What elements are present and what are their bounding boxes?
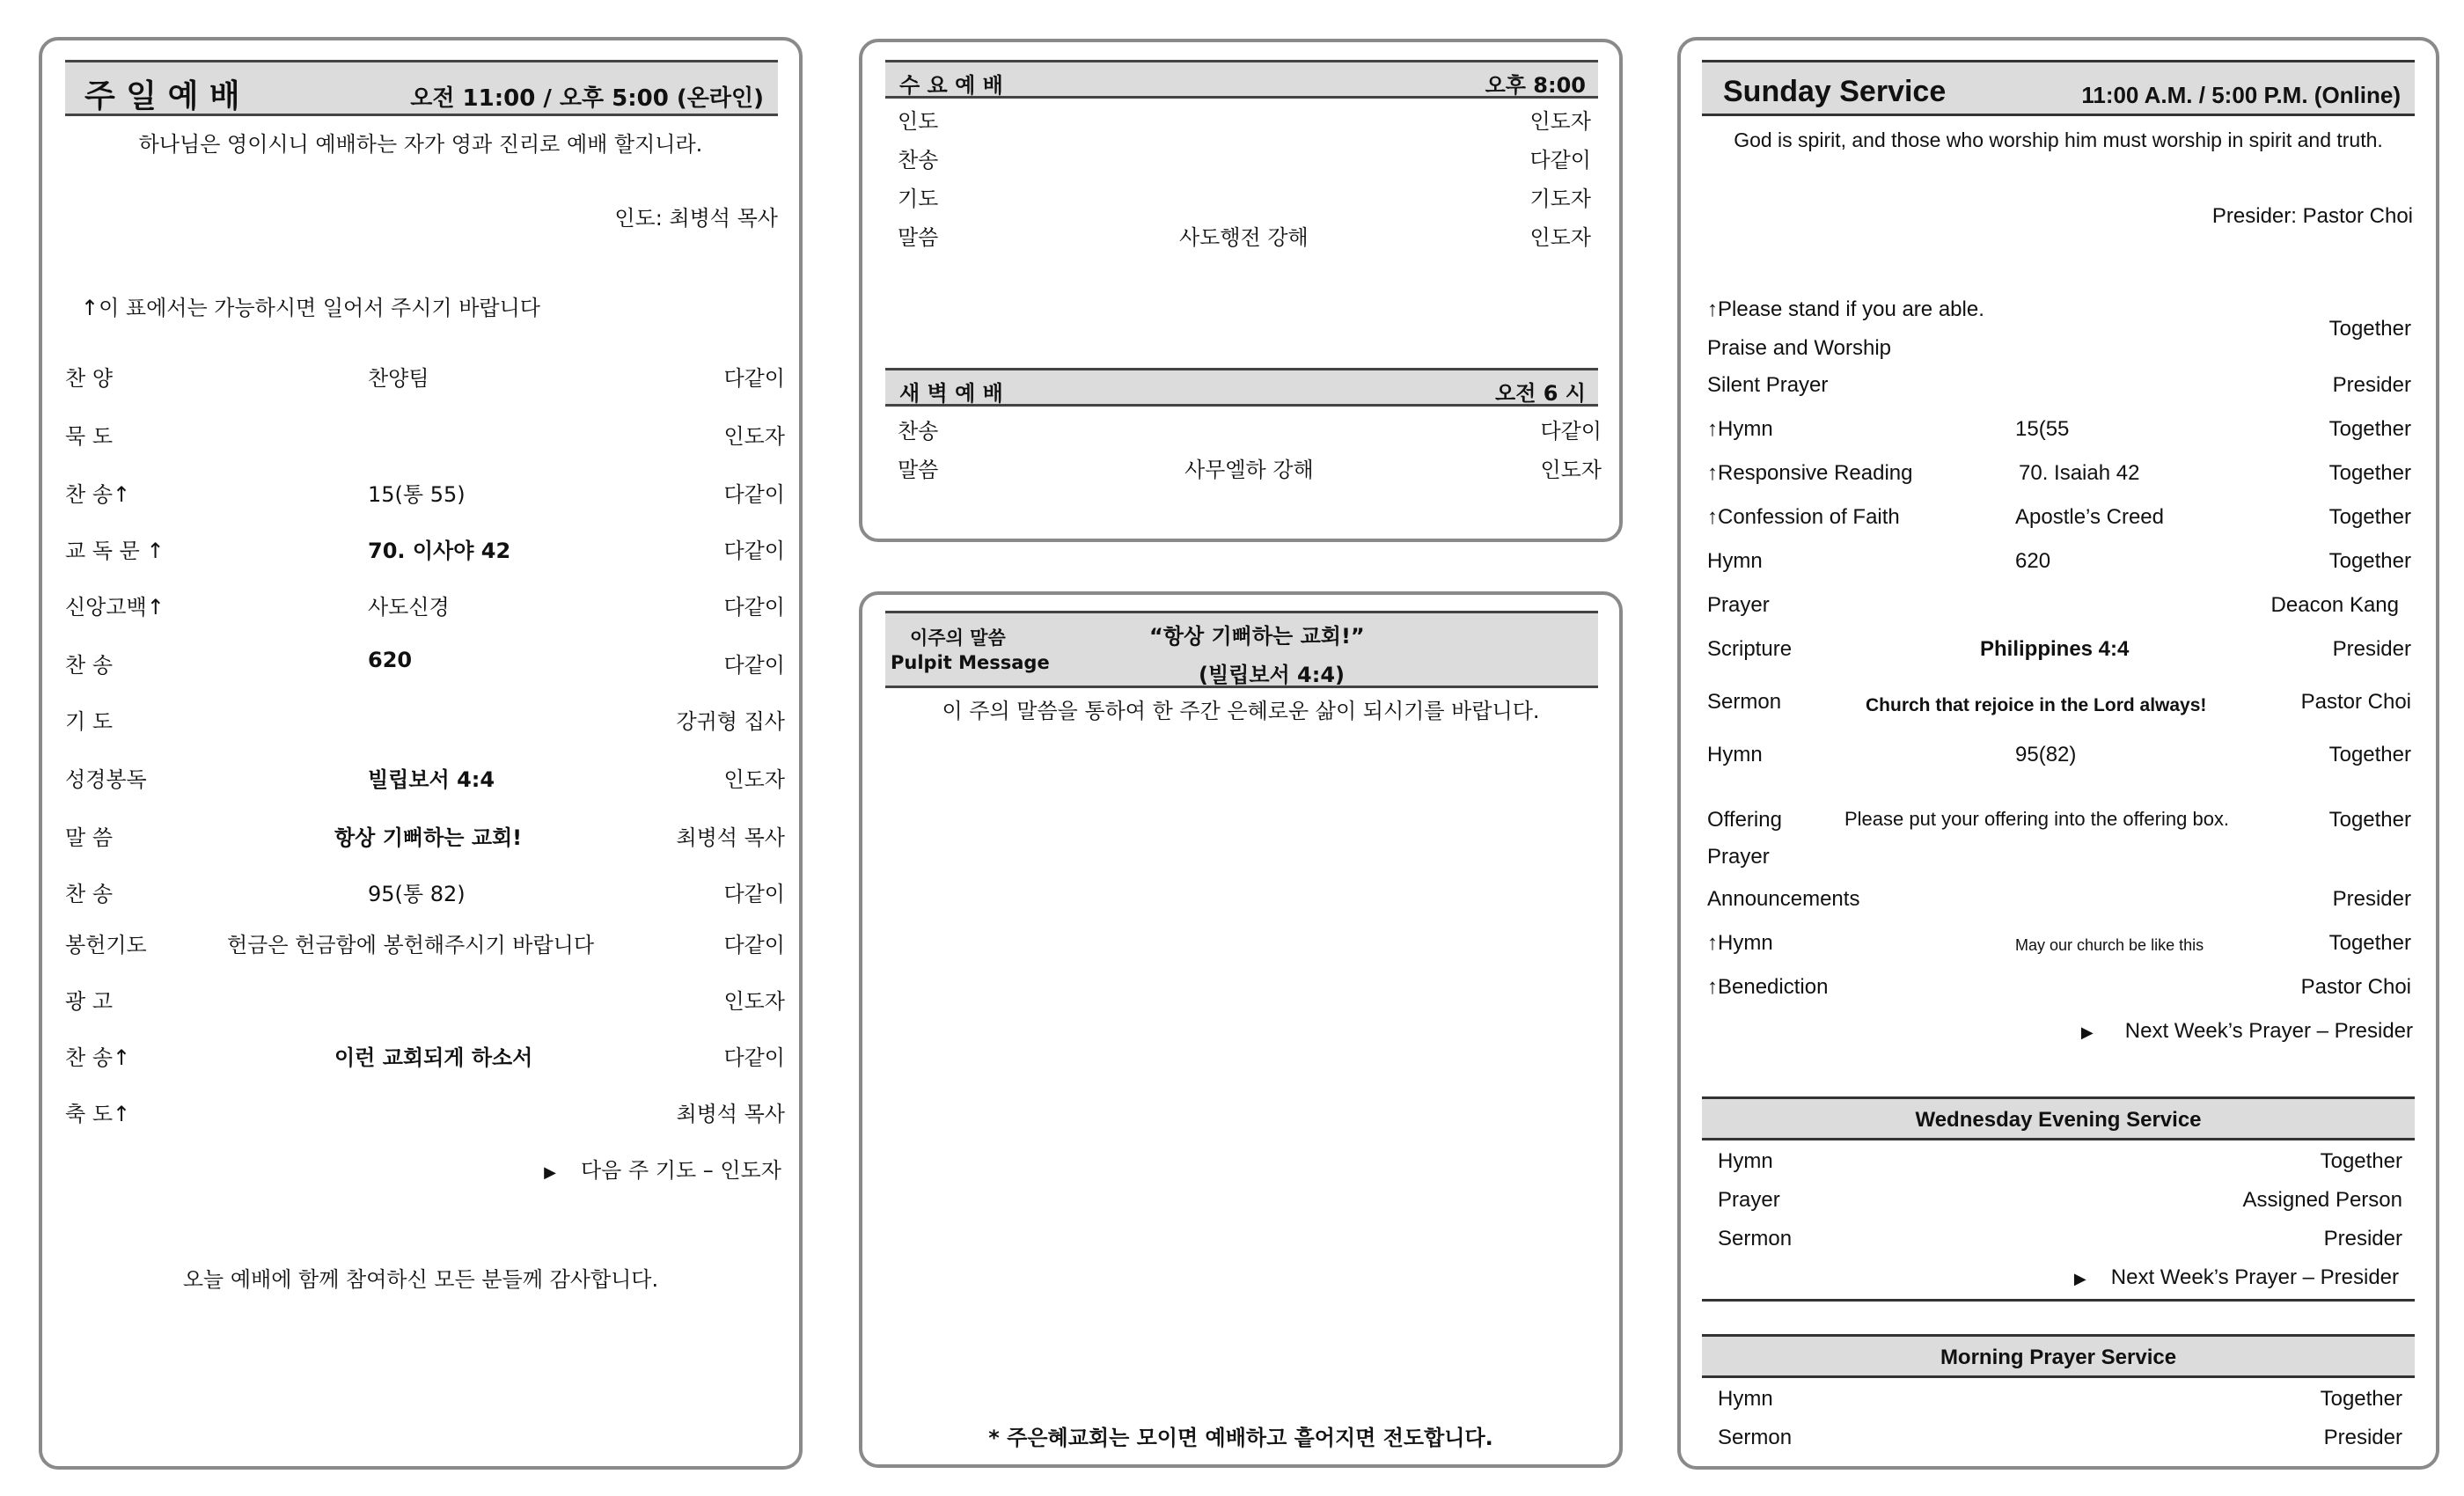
list-item: 기 도 강귀형 집사 — [65, 709, 785, 734]
dawn-kr-header — [885, 368, 1598, 407]
list-item: ↑Hymn May our church be like this Together — [1707, 931, 2411, 955]
wednesday-kr-title: 수 요 예 배 — [899, 73, 1003, 98]
divider — [1702, 1299, 2415, 1302]
wednesday-en-next-week: ▶ Next Week’s Prayer – Presider — [2073, 1265, 2399, 1289]
list-item: Hymn 95(82) Together — [1707, 743, 2411, 766]
list-item: Hymn Together — [1718, 1387, 2402, 1411]
thanks-note: 오늘 예배에 함께 참여하신 모든 분들께 감사합니다. — [182, 1267, 659, 1292]
english-stand-note: ↑Please stand if you are able. — [1707, 297, 1984, 321]
list-item: ↑Hymn 15(55 Together — [1707, 417, 2411, 441]
page-title: 주 일 예 배 — [84, 78, 240, 114]
list-item: Prayer Assigned Person — [1718, 1188, 2402, 1212]
pulpit-label-kr: 이주의 말씀 — [910, 627, 1006, 649]
list-item: Offering Please put your offering into the offering box. Together — [1707, 808, 2411, 832]
list-item: 봉헌기도 헌금은 헌금함에 봉헌해주시기 바랍니다 다같이 — [65, 933, 785, 957]
list-item: 찬 송↑ 15(통 55) 다같이 — [65, 482, 785, 507]
english-time: 11:00 A.M. / 5:00 P.M. (Online) — [2081, 82, 2401, 108]
list-item: 말씀 사도행전 강해 인도자 — [898, 225, 1591, 250]
pulpit-reference: (빌립보서 4:4) — [1199, 663, 1346, 687]
dawn-kr-title: 새 벽 예 배 — [899, 381, 1003, 406]
list-item: 인도 인도자 — [898, 109, 1591, 134]
list-item: Prayer — [1707, 845, 1770, 869]
korean-sunday-header — [65, 60, 778, 116]
english-title: Sunday Service — [1723, 75, 1947, 108]
church-motto: * 주은혜교회는 모이면 예배하고 흩어지면 전도합니다. — [988, 1426, 1493, 1450]
list-item: Sermon Church that rejoice in the Lord always! Pastor Choi — [1707, 690, 2411, 715]
scripture-verse: 하나님은 영이시니 예배하는 자가 영과 진리로 예배 할지니라. — [138, 132, 703, 157]
dawn-kr-time: 오전 6 시 — [1495, 381, 1586, 406]
list-item: Sermon Presider — [1718, 1227, 2402, 1250]
list-item: 기도 기도자 — [898, 187, 1591, 211]
list-item: 말씀 사무엘하 강해 인도자 — [898, 458, 1602, 482]
list-item: ↑Benediction Pastor Choi — [1707, 975, 2411, 999]
presider-label: 인도: 최병석 목사 — [614, 206, 778, 231]
wednesday-en-title: Wednesday Evening Service — [1702, 1096, 2415, 1140]
wednesday-kr-header — [885, 60, 1598, 99]
list-item: 신앙고백↑ 사도신경 다같이 — [65, 595, 785, 620]
english-presider: Presider: Pastor Choi — [2211, 204, 2413, 228]
list-item: 찬 송 95(통 82) 다같이 — [65, 882, 785, 906]
pulpit-header — [885, 611, 1598, 688]
list-item: Silent Prayer Presider — [1707, 373, 2411, 397]
english-next-week: ▶ Next Week’s Prayer – Presider — [2080, 1019, 2413, 1043]
list-item: Announcements Presider — [1707, 887, 2411, 911]
english-sunday-header — [1702, 60, 2415, 116]
list-item: 광 고 인도자 — [65, 989, 785, 1014]
morning-en-title: Morning Prayer Service — [1702, 1334, 2415, 1378]
list-item: 축 도↑ 최병석 목사 — [65, 1102, 785, 1126]
pulpit-label-en: Pulpit Message — [891, 652, 1050, 673]
list-item: Hymn Together — [1718, 1149, 2402, 1173]
list-item: 찬 양 찬양팀 다같이 — [65, 366, 785, 391]
english-sunday-panel — [1677, 37, 2439, 1470]
list-item: 성경봉독 빌립보서 4:4 인도자 — [65, 767, 785, 792]
weekday-services-panel — [859, 39, 1623, 542]
pulpit-wish: 이 주의 말씀을 통하여 한 주간 은혜로운 삶이 되시기를 바랍니다. — [942, 699, 1540, 723]
list-item: 찬송 다같이 — [898, 419, 1602, 444]
pulpit-message-panel — [859, 591, 1623, 1468]
list-item: Prayer Deacon Kang — [1707, 593, 2399, 617]
list-item: Sermon Presider — [1718, 1426, 2402, 1449]
pulpit-title: “항상 기뻐하는 교회!” — [1149, 624, 1365, 649]
list-item: 말 씀 항상 기뻐하는 교회! 최병석 목사 — [65, 825, 785, 850]
list-item: 찬 송↑ 이런 교회되게 하소서 다같이 — [65, 1045, 785, 1070]
list-item: ↑Responsive Reading 70. Isaiah 42 Together — [1707, 461, 2411, 485]
list-item: 묵 도 인도자 — [65, 424, 785, 449]
wednesday-kr-time: 오후 8:00 — [1485, 73, 1586, 98]
pointer-icon: ▶ — [2080, 1023, 2094, 1041]
stand-note: ↑이 표에서는 가능하시면 일어서 주시기 바랍니다 — [81, 296, 540, 320]
service-time: 오전 11:00 / 오후 5:00 (온라인) — [410, 85, 764, 112]
english-verse: God is spirit, and those who worship him must worship in spirit and truth. — [1734, 128, 2383, 151]
list-item: 교 독 문 ↑ 70. 이사야 42 다같이 — [65, 539, 785, 563]
list-item: Hymn 620 Together — [1707, 549, 2411, 573]
list-item: 찬송 다같이 — [898, 148, 1591, 172]
next-week-note: ▶ 다음 주 기도 – 인도자 — [544, 1158, 781, 1183]
pointer-icon: ▶ — [2073, 1270, 2086, 1287]
list-item: 찬 송 620 다같이 — [65, 648, 785, 678]
korean-sunday-panel — [39, 37, 803, 1470]
list-item: Scripture Philippines 4:4 Presider — [1707, 637, 2411, 661]
list-item: Praise and Worship Together — [1707, 317, 2411, 360]
list-item: ↑Confession of Faith Apostle’s Creed Together — [1707, 505, 2411, 529]
pointer-icon: ▶ — [544, 1163, 556, 1182]
